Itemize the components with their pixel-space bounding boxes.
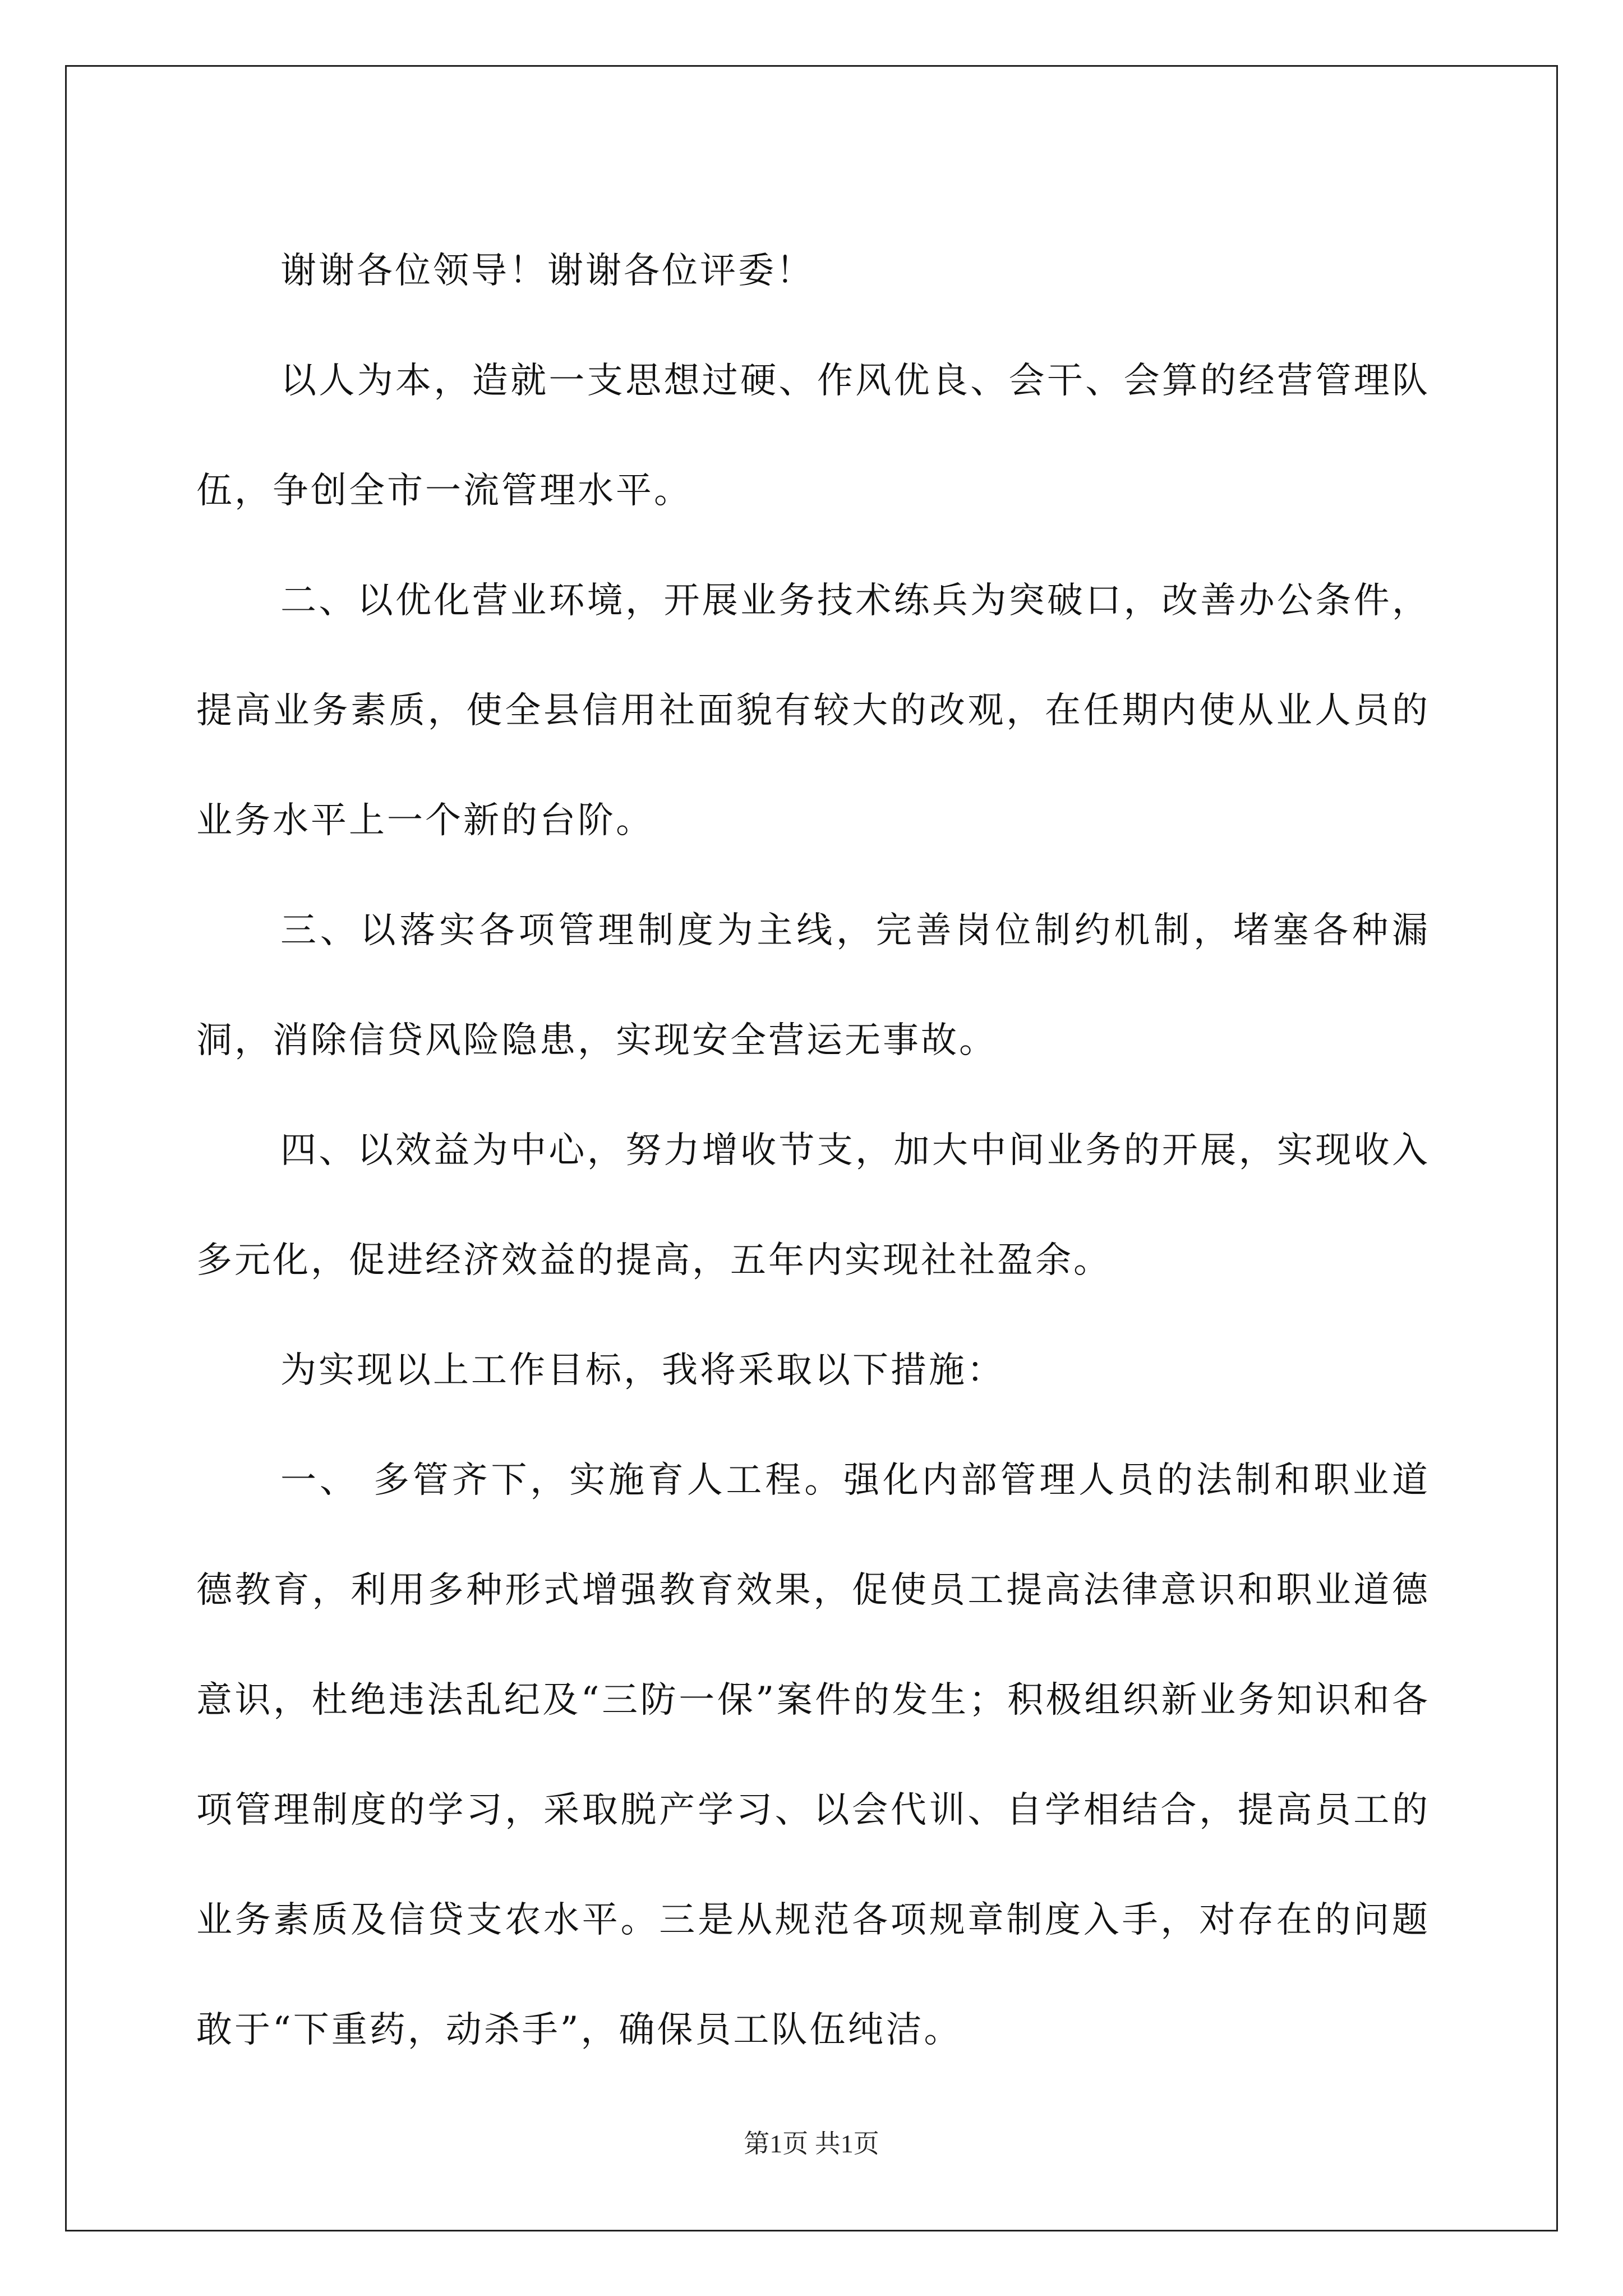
paragraph-thanks: 谢谢各位领导！谢谢各位评委！ xyxy=(280,250,814,292)
paragraph-people-oriented: 以人为本，造就一支思想过硬、作风优良、会干、会算的经营管理队伍，争创全市一流管理水平。 xyxy=(196,360,1430,512)
paragraph-measures-intro: 为实现以上工作目标，我将采取以下措施： xyxy=(280,1350,1005,1391)
page-number-footer: 第1页 共1页 xyxy=(744,2129,879,2158)
paragraph-measure-one: 一、 多管齐下，实施育人工程。强化内部管理人员的法制和职业道德教育，利用多种形式增强教育效果，促使员工提高法律意识和职业道德意识，杜绝违法乱纪及“三防一保”案件的发生；积极组织新业务知识和各项管理制度的学习，采取脱产学习、以会代训、自学相结合，提高员工的业务素质及信贷支农水平。三是从规范各项规章制度入手，对存在的问题敢于“下重药，动杀手”，确保员工队伍纯洁。 xyxy=(196,1460,1430,2051)
paragraph-goal-four: 四、以效益为中心，努力增收节支，加大中间业务的开展，实现收入多元化，促进经济效益的提高，五年内实现社社盈余。 xyxy=(196,1130,1430,1281)
paragraph-goal-two: 二、以优化营业环境，开展业务技术练兵为突破口，改善办公条件，提高业务素质，使全县信用社面貌有较大的改观，在任期内使从业人员的业务水平上一个新的台阶。 xyxy=(196,580,1430,841)
paragraph-goal-three: 三、以落实各项管理制度为主线，完善岗位制约机制，堵塞各种漏洞，消除信贷风险隐患，实现安全营运无事故。 xyxy=(196,910,1430,1061)
document-body xyxy=(196,216,1430,2085)
